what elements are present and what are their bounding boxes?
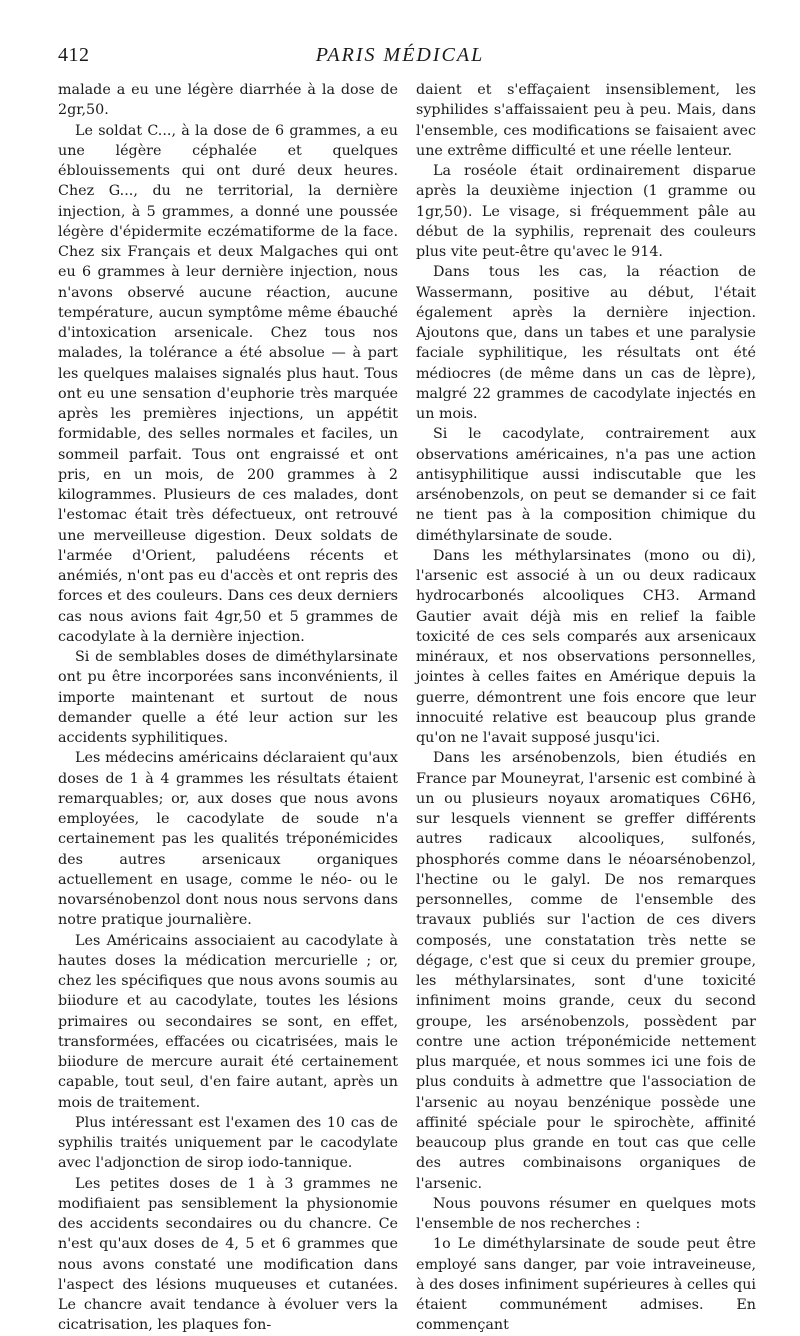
paragraph: Si le cacodylate, contrairement aux observations américaines, n'a pas une action antisyphilitique aussi indiscutable que les arsénobenzols, on peut se demander si ce fait ne tient pas à la composition chimique du diméthylarsinate de soude. xyxy=(416,426,756,544)
paragraph: Dans les méthylarsinates (mono ou di), l'arsenic est associé à un ou deux radicaux hydrocarbonés alcooliques CH3. Armand Gautier avait déjà mis en relief la faible toxicité de ces sels comparés aux arsenicaux minéraux, et nos observations personnelles, jointes à celles faites en Amérique depuis la guerre, démontrent une fois encore que leur innocuité relative est beaucoup plus grande qu'on ne l'avait supposé jusqu'ici. xyxy=(416,547,756,746)
paragraph: Les petites doses de 1 à 3 grammes ne modifiaient pas sensiblement la physionomie des accidents secondaires ou du chancre. Ce n'est qu'aux doses de 4, 5 et 6 grammes que nous avons constaté une modification dans l'aspect des lésions muqueuses et cutanées. Le chancre avait tendance à évoluer vers la cicatrisation, les plaques fon- xyxy=(58,1175,398,1334)
paragraph: Dans tous les cas, la réaction de Wassermann, positive au début, l'était également après la dernière injection. Ajoutons que, dans un tabes et une paralysie faciale syphilitique, les résultats ont été médiocres (de même dans un cas de lèpre), malgré 22 grammes de cacodylate injectés en un mois. xyxy=(416,264,756,422)
paragraph: Le soldat C..., à la dose de 6 grammes, a eu une légère céphalée et quelques éblouissements qui ont duré deux heures. Chez G..., du ne territorial, la dernière injection, à 5 grammes, a donné une poussée légère d'épidermite eczématiforme de la face. Chez six Français et deux Malgaches qui ont eu 6 grammes à leur dernière injection, nous n'avons observé aucune réaction, aucune température, aucun symptôme même ébauché d'intoxication arsenicale. Chez tous nos malades, la tolérance a été absolue — à part les quelques malaises signalés plus haut. Tous ont eu une sensation d'euphorie très marquée après les premières injections, un appétit formidable, des selles normales et faciles, un sommeil parfait. Tous ont engraissé et ont pris, en un mois, de 200 grammes à 2 kilogrammes. Plusieurs de ces malades, dont l'estomac était très défectueux, ont retrouvé une merveilleuse digestion. Deux soldats de l'armée d'Orient, paludéens récents et anémiés, n'ont pas eu d'accès et ont repris des forces et des couleurs. Dans ces deux derniers cas nous avions fait 4gr,50 et 5 grammes de cacodylate à la dernière injection. xyxy=(58,122,398,645)
page-header xyxy=(58,44,742,74)
running-title: PARIS MÉDICAL xyxy=(315,44,485,66)
paragraph: Les médecins américains déclaraient qu'aux doses de 1 à 4 grammes les résultats étaient remarquables; or, aux doses que nous avons employées, le cacodylate de soude n'a certainement pas les qualités tréponémicides des autres arsenicaux organiques actuellement en usage, comme le néo- ou le novarsénobenzol dont nous nous servons dans notre pratique journalière. xyxy=(58,750,398,929)
paragraph: Dans les arsénobenzols, bien étudiés en France par Mouneyrat, l'arsenic est combiné à un ou plusieurs noyaux aromatiques C6H6, sur lesquels viennent se greffer différents autres radicaux alcooliques, sulfonés, phosphorés comme dans le néoarsénobenzol, l'hectine ou le galyl. De nos remarques personnelles, comme de l'ensemble des travaux publiés sur l'action de ces divers composés, une constatation très nette se dégage, c'est que si ceux du premier groupe, les méthylarsinates, sont d'une toxicité infiniment moins grande, ceux du second groupe, les arsénobenzols, possèdent par contre une action tréponémicide nettement plus marquée, et nous sommes ici une fois de plus conduits à admettre que l'association de l'arsenic au noyau benzénique possède une affinité spéciale pour le spirochète, affinité beaucoup plus grande en tout cas que celle des autres combinaisons organiques de l'arsenic. xyxy=(416,750,756,1192)
paragraph: daient et s'effaçaient insensiblement, les syphilides s'affaissaient peu à peu. Mais, dans l'ensemble, ces modifications se faisaient avec une extrême difficulté et une réelle lenteur. xyxy=(416,82,756,159)
paragraph: Si de semblables doses de diméthylarsinate ont pu être incorporées sans inconvénients, il importe maintenant et surtout de nous demander quelle a été leur action sur les accidents syphilitiques. xyxy=(58,649,398,746)
page-number: 412 xyxy=(58,44,90,66)
left-column xyxy=(58,80,398,1334)
paragraph: malade a eu une légère diarrhée à la dose de 2gr,50. xyxy=(58,82,398,119)
paragraph: Nous pouvons résumer en quelques mots l'ensemble de nos recherches : xyxy=(416,1195,756,1232)
paragraph: Plus intéressant est l'examen des 10 cas de syphilis traités uniquement par le cacodylate avec l'adjonction de sirop iodo-tannique. xyxy=(58,1114,398,1172)
paragraph: 1o Le diméthylarsinate de soude peut être employé sans danger, par voie intraveineuse, à des doses infiniment supérieures à celles qui étaient communément admises. En commençant xyxy=(416,1236,756,1334)
right-column xyxy=(416,80,756,1334)
article-body xyxy=(58,80,756,1334)
paragraph: La roséole était ordinairement disparue après la deuxième injection (1 gramme ou 1gr,50). Le visage, si fréquemment pâle au début de la syphilis, reprenait des couleurs plus vite peut-être qu'avec le 914. xyxy=(416,163,756,260)
paragraph: Les Américains associaient au cacodylate à hautes doses la médication mercurielle ; or, chez les spécifiques que nous avons soumis au biiodure et au cacodylate, toutes les lésions primaires ou secondaires se sont, en effet, transformées, effacées ou cicatrisées, mais le biiodure de mercure aurait été certainement capable, tout seul, d'en faire autant, après un mois de traitement. xyxy=(58,932,398,1111)
